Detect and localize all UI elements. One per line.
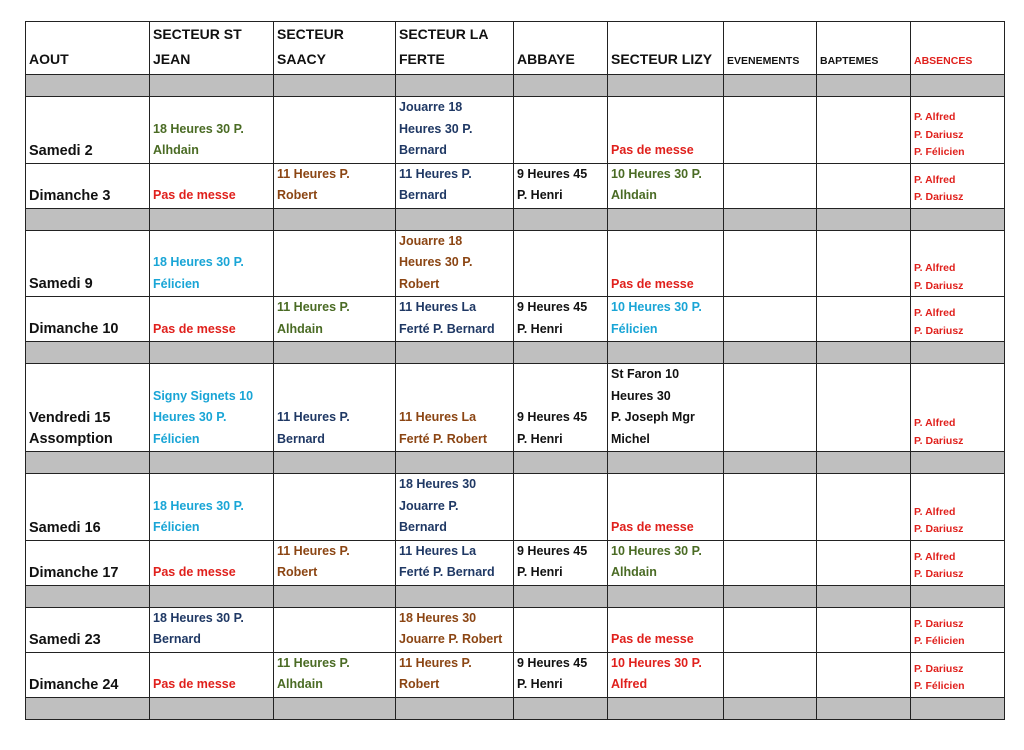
separator-cell <box>911 697 1005 719</box>
cell-line: Jouarre 18 <box>399 100 463 114</box>
day-row <box>26 540 1005 585</box>
cell-line: P. Dariusz <box>914 662 964 675</box>
cell-line: Pas de messe <box>611 143 694 157</box>
separator-cell <box>514 452 608 474</box>
cell-line: P. Alfred <box>914 550 956 563</box>
abbaye-cell <box>514 297 608 342</box>
cell-line: Alhdain <box>611 188 657 202</box>
cell-line: Samedi 9 <box>29 276 93 292</box>
cell-line: 11 Heures P. <box>399 655 472 670</box>
la-ferte-cell <box>396 540 514 585</box>
st-jean-cell <box>150 607 274 652</box>
separator-row <box>26 585 1005 607</box>
baptemes-cell <box>817 297 911 342</box>
absences-cell <box>911 540 1005 585</box>
cell-line: Dimanche 10 <box>29 321 119 337</box>
separator-cell <box>26 585 150 607</box>
cell-line: 18 Heures 30 <box>399 610 477 625</box>
absences-cell <box>911 474 1005 541</box>
saacy-cell <box>274 364 396 452</box>
lizy-cell <box>608 652 724 697</box>
header-secteur-saacy <box>274 22 396 75</box>
cell-line: Alhdain <box>153 143 199 157</box>
cell-line: Alhdain <box>277 321 323 336</box>
day-label <box>26 474 150 541</box>
cell-line: Jouarre 18 <box>399 233 463 248</box>
day-row <box>26 652 1005 697</box>
lizy-cell <box>608 230 724 297</box>
header-line: SAACY <box>277 51 327 67</box>
cell-line: Ferté P. Bernard <box>399 565 495 579</box>
cell-line: Ferté P. Robert <box>399 431 487 446</box>
cell-line: Alhdain <box>611 565 657 579</box>
separator-cell <box>514 342 608 364</box>
separator-cell <box>724 208 817 230</box>
separator-cell <box>150 208 274 230</box>
header-line: FERTE <box>399 51 445 67</box>
saacy-cell <box>274 97 396 164</box>
lizy-cell <box>608 97 724 164</box>
cell-line: P. Alfred <box>914 262 956 274</box>
absences-cell <box>911 364 1005 452</box>
separator-cell <box>514 208 608 230</box>
absences-cell <box>911 297 1005 342</box>
separator-cell <box>274 75 396 97</box>
separator-cell <box>724 585 817 607</box>
cell-line: Pas de messe <box>611 276 694 291</box>
header-secteur-lizy: SECTEUR LIZY <box>608 22 724 75</box>
saacy-cell <box>274 607 396 652</box>
st-jean-cell <box>150 652 274 697</box>
cell-line: Pas de messe <box>611 632 694 646</box>
cell-line: Jouarre P. <box>399 498 459 513</box>
cell-line: P. Dariusz <box>914 191 964 203</box>
separator-cell <box>608 452 724 474</box>
cell-line: P. Dariusz <box>914 128 964 141</box>
absences-cell <box>911 652 1005 697</box>
cell-line: 11 Heures La <box>399 410 477 424</box>
evenements-cell <box>724 474 817 541</box>
day-label <box>26 364 150 452</box>
baptemes-cell <box>817 540 911 585</box>
cell-line: Michel <box>611 431 650 446</box>
cell-line: 11 Heures P. <box>277 655 350 670</box>
separator-cell <box>396 75 514 97</box>
abbaye-cell <box>514 607 608 652</box>
cell-line: 11 Heures La <box>399 543 477 558</box>
separator-cell <box>274 452 396 474</box>
cell-line: Bernard <box>277 431 325 446</box>
cell-line: P. Henri <box>517 677 563 691</box>
cell-line: 10 Heures 30 P. <box>611 166 702 181</box>
cell-line: Alfred <box>611 677 648 691</box>
separator-cell <box>396 208 514 230</box>
evenements-cell <box>724 364 817 452</box>
separator-cell <box>608 585 724 607</box>
baptemes-cell <box>817 364 911 452</box>
day-row <box>26 163 1005 208</box>
cell-line: Félicien <box>153 431 200 446</box>
separator-cell <box>26 452 150 474</box>
cell-line: Robert <box>277 188 318 202</box>
separator-row <box>26 452 1005 474</box>
separator-cell <box>724 452 817 474</box>
header-secteur-st-jean <box>150 22 274 75</box>
header-absences: ABSENCES <box>911 22 1005 75</box>
separator-row <box>26 697 1005 719</box>
cell-line: Félicien <box>153 276 200 291</box>
cell-line: 11 Heures La <box>399 300 477 314</box>
day-label <box>26 97 150 164</box>
cell-line: P. Henri <box>517 565 563 579</box>
separator-cell <box>817 585 911 607</box>
absences-cell <box>911 230 1005 297</box>
cell-line: Alhdain <box>277 677 323 691</box>
mass-schedule-table <box>25 21 1005 720</box>
cell-line: Samedi 2 <box>29 142 93 159</box>
separator-cell <box>26 342 150 364</box>
cell-line: Jouarre P. Robert <box>399 632 503 646</box>
cell-line: P. Dariusz <box>914 568 964 580</box>
st-jean-cell <box>150 474 274 541</box>
lizy-cell <box>608 540 724 585</box>
cell-line: Félicien <box>611 321 658 336</box>
cell-line: P. Alfred <box>914 505 956 518</box>
separator-cell <box>911 342 1005 364</box>
separator-cell <box>608 208 724 230</box>
day-row <box>26 297 1005 342</box>
header-month: AOUT <box>26 22 150 75</box>
cell-line: Samedi 16 <box>29 519 101 536</box>
separator-cell <box>608 75 724 97</box>
cell-line: 9 Heures 45 <box>517 410 588 424</box>
cell-line: P. Félicien <box>914 680 965 692</box>
cell-line: Dimanche 17 <box>29 564 119 581</box>
saacy-cell <box>274 163 396 208</box>
separator-cell <box>911 585 1005 607</box>
cell-line: 11 Heures P. <box>277 300 350 314</box>
day-label <box>26 163 150 208</box>
cell-line: Pas de messe <box>153 188 236 202</box>
separator-cell <box>817 208 911 230</box>
st-jean-cell <box>150 297 274 342</box>
schedule-body <box>26 75 1005 720</box>
saacy-cell <box>274 652 396 697</box>
saacy-cell <box>274 474 396 541</box>
evenements-cell <box>724 97 817 164</box>
header-evenements: EVENEMENTS <box>724 22 817 75</box>
st-jean-cell <box>150 364 274 452</box>
la-ferte-cell <box>396 652 514 697</box>
lizy-cell <box>608 297 724 342</box>
separator-row <box>26 208 1005 230</box>
separator-cell <box>724 75 817 97</box>
abbaye-cell <box>514 364 608 452</box>
separator-cell <box>608 342 724 364</box>
day-label <box>26 540 150 585</box>
cell-line: Assomption <box>29 431 113 447</box>
separator-cell <box>817 452 911 474</box>
cell-line: 11 Heures P. <box>277 166 350 181</box>
cell-line: Robert <box>399 276 440 291</box>
saacy-cell <box>274 297 396 342</box>
separator-cell <box>150 585 274 607</box>
separator-cell <box>911 208 1005 230</box>
lizy-cell <box>608 163 724 208</box>
separator-cell <box>817 697 911 719</box>
header-line: SECTEUR <box>277 26 344 42</box>
cell-line: P. Alfred <box>914 417 956 429</box>
cell-line: 9 Heures 45 <box>517 655 588 670</box>
cell-line: Heures 30 P. <box>399 121 473 136</box>
header-baptemes: BAPTEMES <box>817 22 911 75</box>
cell-line: P. Alfred <box>914 111 956 123</box>
cell-line: Bernard <box>399 143 447 157</box>
cell-line: 18 Heures 30 P. <box>153 610 244 625</box>
st-jean-cell <box>150 163 274 208</box>
separator-row <box>26 342 1005 364</box>
cell-line: Heures 30 <box>611 388 671 403</box>
cell-line: Dimanche 3 <box>29 187 111 204</box>
cell-line: P. Henri <box>517 188 563 202</box>
baptemes-cell <box>817 230 911 297</box>
cell-line: 11 Heures P. <box>277 543 350 558</box>
abbaye-cell <box>514 474 608 541</box>
cell-line: 9 Heures 45 <box>517 166 588 181</box>
st-jean-cell <box>150 540 274 585</box>
absences-cell <box>911 163 1005 208</box>
lizy-cell <box>608 474 724 541</box>
separator-cell <box>514 585 608 607</box>
la-ferte-cell <box>396 607 514 652</box>
cell-line: Ferté P. Bernard <box>399 321 495 336</box>
separator-cell <box>724 697 817 719</box>
separator-cell <box>26 697 150 719</box>
cell-line: 18 Heures 30 P. <box>153 121 244 136</box>
day-row <box>26 230 1005 297</box>
baptemes-cell <box>817 607 911 652</box>
la-ferte-cell <box>396 97 514 164</box>
day-row <box>26 474 1005 541</box>
cell-line: 18 Heures 30 P. <box>153 255 244 269</box>
day-label <box>26 297 150 342</box>
header-line: JEAN <box>153 51 191 67</box>
separator-cell <box>274 208 396 230</box>
day-label <box>26 607 150 652</box>
cell-line: 10 Heures 30 P. <box>611 655 702 670</box>
abbaye-cell <box>514 230 608 297</box>
separator-cell <box>274 585 396 607</box>
separator-cell <box>150 452 274 474</box>
cell-line: 10 Heures 30 P. <box>611 300 702 314</box>
header-secteur-la-ferte <box>396 22 514 75</box>
abbaye-cell <box>514 652 608 697</box>
cell-line: Pas de messe <box>153 321 236 336</box>
baptemes-cell <box>817 97 911 164</box>
cell-line: P. Joseph Mgr <box>611 410 695 424</box>
cell-line: P. Dariusz <box>914 434 964 447</box>
cell-line: Vendredi 15 <box>29 410 111 426</box>
cell-line: P. Dariusz <box>914 279 964 292</box>
cell-line: Bernard <box>153 632 201 646</box>
cell-line: 11 Heures P. <box>399 166 472 181</box>
evenements-cell <box>724 230 817 297</box>
baptemes-cell <box>817 163 911 208</box>
absences-cell <box>911 97 1005 164</box>
separator-cell <box>26 75 150 97</box>
la-ferte-cell <box>396 297 514 342</box>
separator-cell <box>608 697 724 719</box>
evenements-cell <box>724 297 817 342</box>
cell-line: Signy Signets 10 <box>153 388 254 403</box>
baptemes-cell <box>817 474 911 541</box>
cell-line: 18 Heures 30 P. <box>153 498 244 513</box>
header-line: SECTEUR ST <box>153 26 242 42</box>
cell-line: P. Félicien <box>914 146 965 158</box>
cell-line: 10 Heures 30 P. <box>611 543 702 558</box>
cell-line: Heures 30 P. <box>399 255 473 269</box>
separator-cell <box>150 697 274 719</box>
separator-cell <box>274 342 396 364</box>
cell-line: 9 Heures 45 <box>517 300 588 314</box>
la-ferte-cell <box>396 163 514 208</box>
st-jean-cell <box>150 97 274 164</box>
cell-line: Samedi 23 <box>29 631 101 648</box>
cell-line: 11 Heures P. <box>277 410 350 424</box>
separator-cell <box>396 697 514 719</box>
cell-line: P. Dariusz <box>914 523 964 535</box>
separator-cell <box>396 452 514 474</box>
cell-line: P. Dariusz <box>914 617 964 630</box>
abbaye-cell <box>514 540 608 585</box>
separator-cell <box>396 585 514 607</box>
day-row <box>26 97 1005 164</box>
baptemes-cell <box>817 652 911 697</box>
cell-line: Robert <box>399 677 440 691</box>
saacy-cell <box>274 540 396 585</box>
cell-line: P. Dariusz <box>914 324 964 337</box>
cell-line: Dimanche 24 <box>29 676 119 693</box>
cell-line: 9 Heures 45 <box>517 543 588 558</box>
cell-line: Heures 30 P. <box>153 410 227 424</box>
separator-cell <box>150 75 274 97</box>
separator-cell <box>514 697 608 719</box>
evenements-cell <box>724 163 817 208</box>
header-line: SECTEUR LA <box>399 26 489 42</box>
cell-line: Bernard <box>399 520 447 534</box>
header-abbaye: ABBAYE <box>514 22 608 75</box>
cell-line: P. Félicien <box>914 635 965 647</box>
cell-line: Bernard <box>399 188 447 202</box>
lizy-cell <box>608 607 724 652</box>
abbaye-cell <box>514 163 608 208</box>
la-ferte-cell <box>396 474 514 541</box>
lizy-cell <box>608 364 724 452</box>
cell-line: Pas de messe <box>153 677 236 691</box>
separator-row <box>26 75 1005 97</box>
header-row <box>26 22 1005 75</box>
la-ferte-cell <box>396 364 514 452</box>
cell-line: Pas de messe <box>153 565 236 579</box>
separator-cell <box>817 75 911 97</box>
separator-cell <box>514 75 608 97</box>
cell-line: P. Henri <box>517 431 563 446</box>
separator-cell <box>724 342 817 364</box>
separator-cell <box>150 342 274 364</box>
separator-cell <box>911 452 1005 474</box>
separator-cell <box>817 342 911 364</box>
cell-line: Félicien <box>153 520 200 534</box>
evenements-cell <box>724 607 817 652</box>
separator-cell <box>911 75 1005 97</box>
la-ferte-cell <box>396 230 514 297</box>
abbaye-cell <box>514 97 608 164</box>
cell-line: P. Alfred <box>914 307 956 319</box>
cell-line: P. Alfred <box>914 173 956 186</box>
day-label <box>26 652 150 697</box>
day-label <box>26 230 150 297</box>
evenements-cell <box>724 652 817 697</box>
cell-line: P. Henri <box>517 321 563 336</box>
saacy-cell <box>274 230 396 297</box>
cell-line: St Faron 10 <box>611 367 680 381</box>
separator-cell <box>274 697 396 719</box>
st-jean-cell <box>150 230 274 297</box>
absences-cell <box>911 607 1005 652</box>
separator-cell <box>26 208 150 230</box>
evenements-cell <box>724 540 817 585</box>
cell-line: Robert <box>277 565 318 579</box>
separator-cell <box>396 342 514 364</box>
cell-line: Pas de messe <box>611 520 694 534</box>
cell-line: 18 Heures 30 <box>399 477 477 491</box>
day-row <box>26 364 1005 452</box>
day-row <box>26 607 1005 652</box>
